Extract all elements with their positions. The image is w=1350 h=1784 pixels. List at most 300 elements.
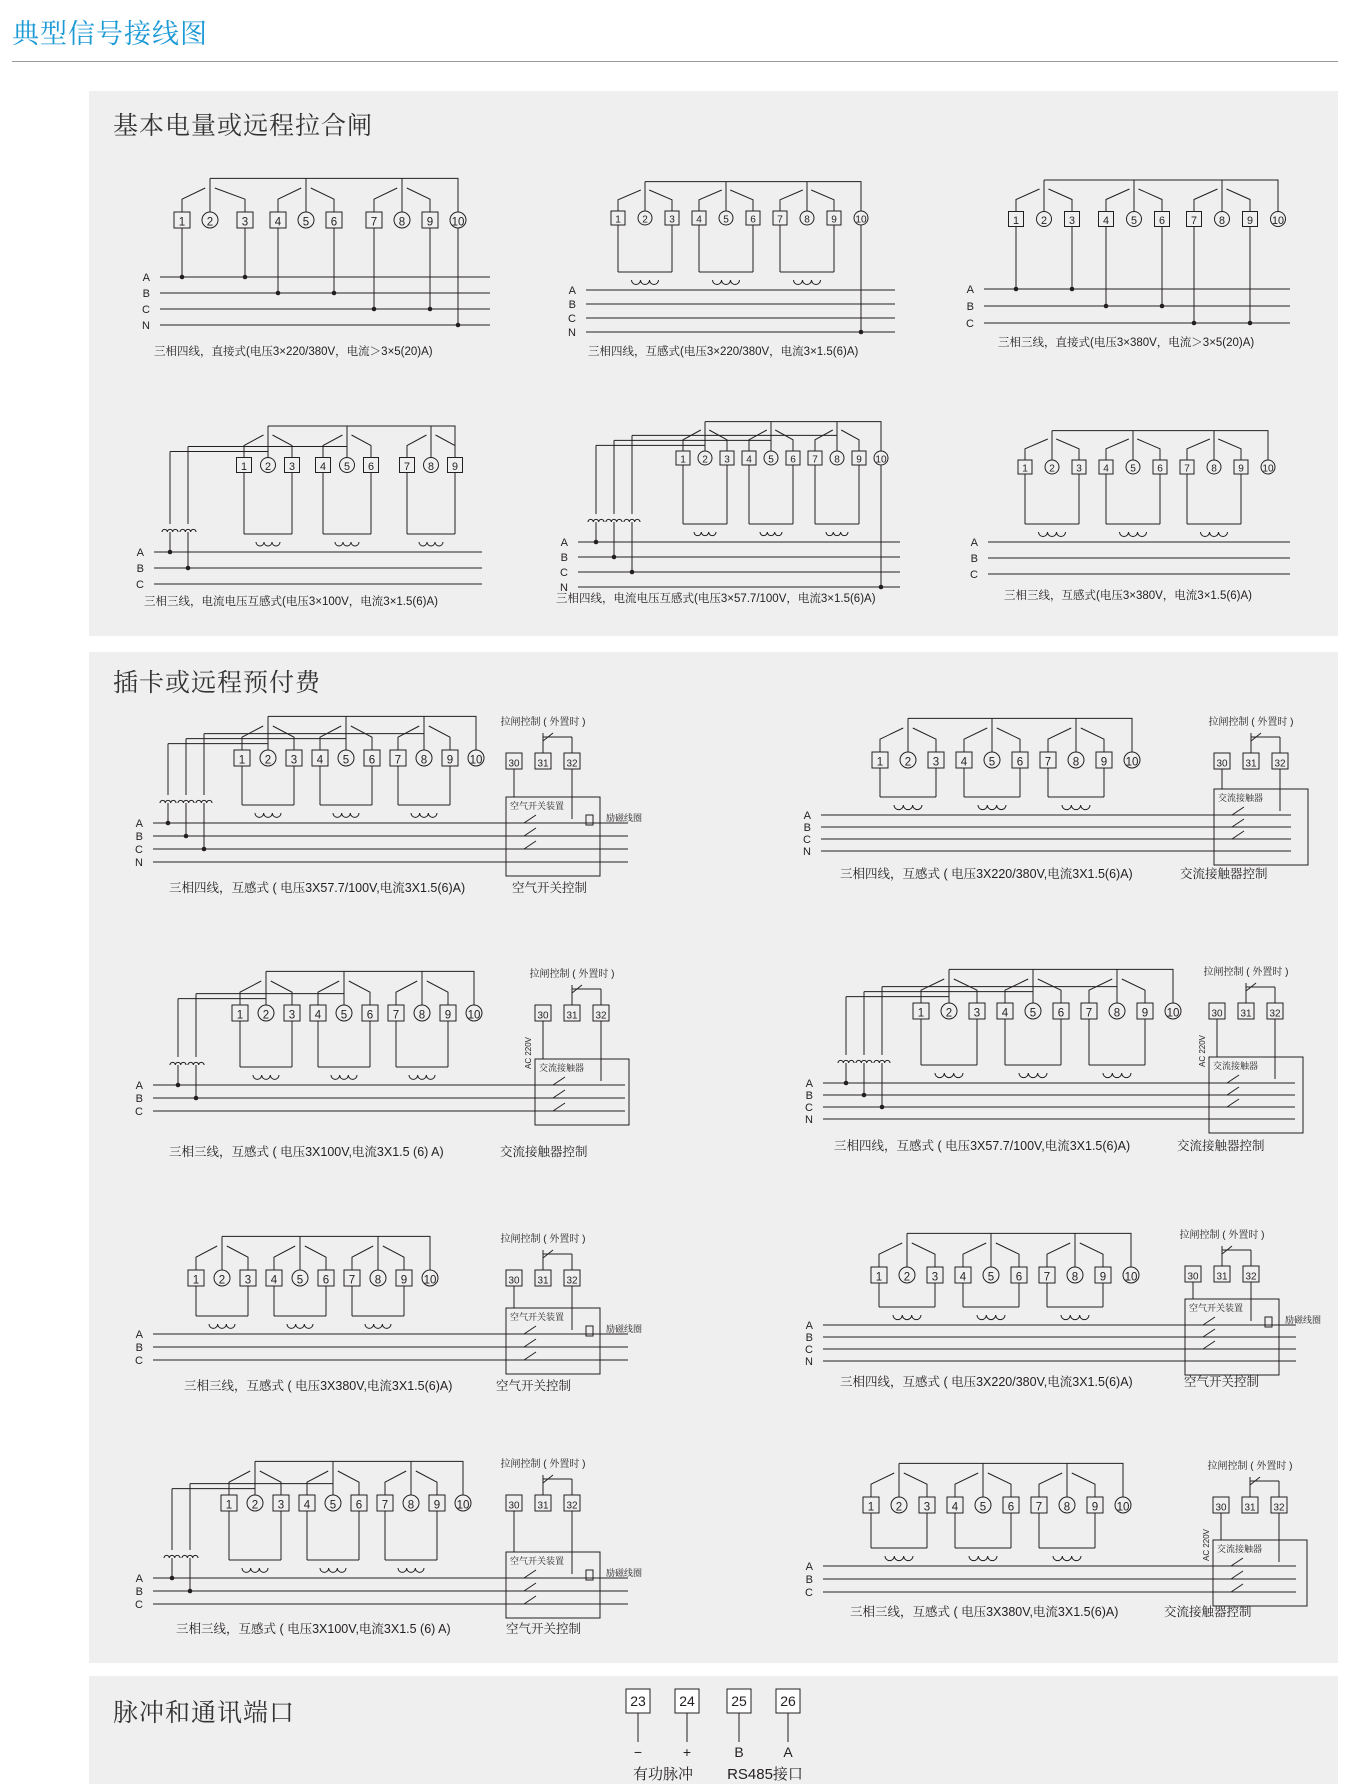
current-element	[871, 1473, 894, 1497]
phase-label-B: B	[568, 299, 576, 311]
terminal-label: 8	[420, 754, 428, 767]
junction-dot	[428, 307, 433, 312]
diagram-3w-direct	[966, 180, 1290, 349]
terminal-label: 6	[1158, 214, 1166, 227]
control-block	[501, 1232, 643, 1374]
terminal-label: 8	[1071, 1271, 1079, 1284]
ac-supply-label: AC 220V	[524, 1036, 533, 1070]
terminal-label: 1	[876, 756, 884, 769]
terminal-label: 4	[314, 1009, 322, 1022]
current-element	[352, 435, 372, 458]
current-element	[1187, 439, 1210, 460]
terminal-label: 4	[316, 754, 324, 767]
breaker-label: 空气开关装置	[510, 1312, 565, 1322]
terminal-label: 2	[945, 1007, 953, 1020]
diagram-caption: 三相四线，互感式 ( 电压3X57.7/100V,电流3X1.5(6)A)	[169, 881, 466, 895]
current-element	[1122, 979, 1145, 1003]
switch-contact	[1203, 1329, 1215, 1337]
terminal-label: 5	[296, 1274, 304, 1287]
terminal-label: 3	[669, 214, 675, 226]
terminal-label: 4	[303, 1499, 311, 1512]
terminal-label: 1	[192, 1274, 200, 1287]
remote-trip-label: 拉闸控制 ( 外置时 )	[1207, 1461, 1293, 1472]
port-terminal-label: 23	[630, 1693, 646, 1709]
junction-dot	[176, 1083, 181, 1088]
terminal-label: 30	[1215, 1502, 1227, 1514]
control-caption: 空气开关控制	[512, 881, 588, 895]
terminal-label: 1	[178, 216, 186, 229]
control-caption: 交流接触器控制	[500, 1145, 588, 1159]
terminal-label: 7	[381, 1499, 389, 1512]
terminal-label: 7	[1184, 463, 1190, 475]
current-element	[1218, 439, 1241, 460]
current-element	[815, 430, 833, 451]
terminal-label: 8	[398, 216, 406, 229]
terminal-label: 10	[875, 454, 887, 466]
terminal-label: 2	[206, 216, 214, 229]
phase-label-B: B	[966, 301, 974, 313]
terminal-label: 6	[366, 1009, 374, 1022]
diagram-caption: 三相三线，互感式 ( 电压3X380V,电流3X1.5(6)A)	[850, 1605, 1119, 1619]
terminal-label: 1	[236, 1009, 244, 1022]
current-transformer	[1019, 1073, 1047, 1078]
switch-contact	[553, 1090, 565, 1098]
phase-label-C: C	[805, 1344, 813, 1356]
terminal-label: 10	[1262, 463, 1274, 475]
terminal-label: 31	[1244, 1502, 1256, 1514]
phase-label-A: A	[135, 818, 143, 830]
terminal-label: 10	[855, 214, 867, 226]
coil-label: 励磁线圈	[606, 1324, 643, 1334]
current-element	[307, 1471, 328, 1495]
switch-contact	[1203, 1341, 1215, 1349]
terminal-label: 31	[566, 1010, 578, 1022]
pulse-output-label: 有功脉冲	[632, 1766, 694, 1783]
terminal-label: 10	[1271, 214, 1285, 227]
port-sign: B	[734, 1744, 744, 1760]
phase-label-C: C	[135, 844, 143, 856]
current-element	[912, 1243, 935, 1267]
voltage-transformer	[188, 1062, 204, 1065]
terminal-label: 10	[1125, 756, 1139, 769]
terminal-label: 5	[1130, 214, 1138, 227]
junction-dot	[166, 821, 171, 826]
terminal-label: 4	[959, 1271, 967, 1284]
voltage-transformer	[178, 800, 194, 803]
terminal-label: 31	[1245, 758, 1257, 770]
current-element	[1038, 979, 1061, 1003]
phase-label-A: A	[803, 810, 811, 822]
current-element	[699, 190, 722, 211]
voltage-transformer	[162, 529, 178, 532]
terminal-label: 31	[537, 1500, 549, 1512]
switch-contact	[1227, 1075, 1239, 1083]
current-element	[271, 981, 292, 1005]
current-element	[954, 979, 977, 1003]
terminal-label: 6	[322, 1274, 330, 1287]
current-element	[1016, 189, 1040, 212]
terminal-label: 10	[451, 216, 465, 229]
prepaid-diagram-5	[135, 1232, 642, 1393]
terminal-label: 7	[1035, 1501, 1043, 1514]
junction-dot	[180, 275, 185, 280]
voltage-transformer	[838, 1060, 854, 1063]
phase-label-A: A	[970, 537, 978, 549]
current-element	[775, 430, 793, 451]
current-transformer	[894, 805, 922, 810]
terminal-label: 30	[1216, 758, 1228, 770]
breaker-label: 交流接触器	[1217, 1544, 1263, 1554]
terminal-label: 4	[319, 460, 327, 473]
top-bus	[268, 426, 455, 458]
terminal-label: 8	[834, 454, 840, 466]
current-element	[1047, 1243, 1070, 1267]
port-sign: +	[682, 1744, 692, 1760]
current-transformer	[256, 542, 280, 546]
current-element	[429, 726, 450, 750]
junction-dot	[186, 566, 191, 571]
terminal-label: 7	[777, 214, 783, 226]
rs485-label: RS485接口	[727, 1766, 803, 1783]
terminal-label: 3	[1076, 463, 1082, 475]
terminal-label: 3	[923, 1501, 931, 1514]
current-element	[780, 190, 803, 211]
current-element	[1072, 1473, 1095, 1497]
terminal-label: 32	[1269, 1008, 1281, 1020]
phase-label-C: C	[142, 304, 150, 316]
phase-label-C: C	[803, 834, 811, 846]
terminal-label: 4	[1102, 214, 1110, 227]
current-transformer	[409, 1075, 435, 1079]
terminal-label: 3	[931, 1271, 939, 1284]
switch-contact	[524, 1570, 536, 1578]
phase-label-N: N	[803, 846, 811, 858]
current-element	[311, 188, 334, 212]
phase-label-N: N	[560, 582, 568, 594]
phase-label-C: C	[136, 579, 144, 591]
terminal-label: 9	[426, 216, 434, 229]
current-element	[396, 981, 417, 1005]
phase-label-B: B	[136, 563, 144, 575]
terminal-label: 7	[370, 216, 378, 229]
terminal-label: 10	[467, 1009, 481, 1022]
current-transformer	[1103, 1073, 1131, 1078]
current-transformer	[760, 532, 782, 536]
terminal-label: 2	[904, 756, 912, 769]
current-element	[904, 1473, 927, 1497]
terminal-label: 5	[302, 216, 310, 229]
terminal-label: 5	[329, 1499, 337, 1512]
current-element	[841, 430, 859, 451]
current-transformer	[333, 813, 359, 817]
terminal-label: 30	[1187, 1271, 1199, 1283]
switch-contact	[524, 1339, 536, 1347]
current-element	[352, 1246, 373, 1270]
terminal-label: 3	[288, 460, 296, 473]
diagram-caption: 三相四线，互感式(电压3×220/380V，电流3×1.5(6)A)	[588, 346, 859, 358]
terminal-label: 8	[427, 460, 435, 473]
terminal-label: 7	[1044, 756, 1052, 769]
phase-label-N: N	[142, 320, 150, 332]
prepaid-diagram-1	[135, 715, 642, 895]
terminal-label: 2	[264, 460, 272, 473]
terminal-label: 9	[444, 1009, 452, 1022]
remote-trip-label: 拉闸控制 ( 外置时 )	[529, 969, 615, 980]
breaker-label: 交流接触器	[539, 1063, 585, 1073]
terminal-label: 6	[1015, 1271, 1023, 1284]
current-transformer	[1062, 805, 1090, 810]
terminal-label: 7	[403, 460, 411, 473]
terminal-label: 5	[723, 214, 729, 226]
section-heading-prepaid: 插卡或远程预付费	[113, 669, 322, 697]
terminal-label: 8	[1218, 214, 1226, 227]
terminal-label: 9	[856, 454, 862, 466]
junction-dot	[880, 1105, 885, 1110]
phase-label-B: B	[805, 1090, 813, 1102]
current-element	[997, 728, 1020, 752]
diagram-caption: 三相四线，电流电压互感式(电压3×57.7/100V，电流3×1.5(6)A)	[556, 593, 876, 605]
terminal-label: 6	[1007, 1501, 1015, 1514]
current-element	[215, 188, 245, 212]
terminal-label: 5	[343, 460, 351, 473]
current-transformer	[287, 1324, 313, 1328]
pulse-rs485-ports	[626, 1689, 803, 1783]
terminal-label: 4	[1103, 463, 1109, 475]
terminal-label: 31	[537, 758, 549, 770]
current-element	[416, 1471, 437, 1495]
junction-dot	[194, 1096, 199, 1101]
current-transformer	[398, 1568, 424, 1572]
prepaid-diagram-3	[135, 967, 629, 1159]
junction-dot	[612, 555, 617, 560]
switch-contact	[524, 1583, 536, 1591]
terminal-label: 3	[932, 756, 940, 769]
current-transformer	[1201, 532, 1228, 537]
remote-trip-label: 拉闸控制 ( 外置时 )	[1208, 717, 1294, 728]
page-title: 典型信号接线图	[12, 19, 208, 49]
current-transformer	[969, 1556, 997, 1561]
junction-dot	[332, 291, 337, 296]
phase-label-B: B	[805, 1332, 813, 1344]
junction-dot	[184, 834, 189, 839]
current-element	[618, 190, 641, 211]
terminal-label: 6	[367, 460, 375, 473]
current-element	[730, 190, 753, 211]
phase-label-B: B	[135, 1093, 143, 1105]
terminal-label: 30	[508, 1500, 520, 1512]
junction-dot	[862, 1093, 867, 1098]
current-transformer	[255, 813, 281, 817]
terminal-label: 9	[1091, 1501, 1099, 1514]
current-element	[1227, 189, 1251, 212]
port-sign: −	[633, 1744, 643, 1760]
switch-contact	[524, 828, 536, 836]
terminal-label: 4	[951, 1501, 959, 1514]
terminal-label: 10	[1124, 1271, 1138, 1284]
junction-dot	[202, 847, 207, 852]
current-element	[407, 188, 430, 212]
remote-trip-label: 拉闸控制 ( 外置时 )	[500, 1234, 586, 1245]
voltage-transformer	[856, 1060, 872, 1063]
current-element	[338, 1471, 359, 1495]
switch-contact	[524, 815, 536, 823]
terminal-label: 1	[867, 1501, 875, 1514]
current-transformer	[826, 532, 848, 536]
control-block	[1198, 965, 1303, 1133]
voltage-transformer	[588, 519, 604, 522]
switch-contact	[524, 841, 536, 849]
current-element	[278, 188, 301, 212]
voltage-transformer	[170, 1062, 186, 1065]
current-element	[318, 981, 339, 1005]
current-transformer	[242, 1568, 268, 1572]
terminal-label: 6	[355, 1499, 363, 1512]
current-element	[1106, 189, 1130, 212]
junction-dot	[859, 330, 864, 335]
terminal-label: 6	[750, 214, 756, 226]
switch-contact	[553, 1077, 565, 1085]
current-element	[320, 726, 341, 750]
current-element	[880, 728, 903, 752]
terminal-label: 8	[374, 1274, 382, 1287]
control-block	[501, 715, 643, 876]
current-element	[182, 188, 205, 212]
terminal-label: 10	[469, 754, 483, 767]
breaker-label: 交流接触器	[1218, 793, 1264, 803]
terminal-label: 8	[1072, 756, 1080, 769]
diagram-caption: 三相三线，互感式(电压3×380V，电流3×1.5(6)A)	[1004, 590, 1252, 602]
terminal-label: 4	[274, 216, 282, 229]
junction-dot	[1160, 304, 1165, 309]
junction-dot	[276, 291, 281, 296]
diagram-caption: 三相四线，互感式 ( 电压3X220/380V,电流3X1.5(6)A)	[840, 867, 1133, 881]
current-transformer	[885, 1556, 913, 1561]
current-transformer	[331, 1075, 357, 1079]
terminal-label: 2	[264, 754, 272, 767]
prepaid-diagram-8	[805, 1459, 1307, 1619]
current-transformer	[253, 1075, 279, 1079]
diagram-4w-direct	[142, 178, 490, 358]
coil-label: 励磁线圈	[606, 813, 643, 823]
current-element	[385, 1471, 406, 1495]
phase-label-B: B	[142, 288, 150, 300]
terminal-label: 30	[1211, 1008, 1223, 1020]
switch-contact	[1227, 1099, 1239, 1107]
terminal-label: 32	[566, 758, 578, 770]
control-caption: 交流接触器控制	[1164, 1605, 1252, 1619]
voltage-transformer	[606, 519, 622, 522]
phase-label-N: N	[568, 327, 576, 339]
junction-dot	[1014, 287, 1019, 292]
phase-label-C: C	[135, 1355, 143, 1367]
junction-dot	[630, 570, 635, 575]
ac-supply-label: AC 220V	[1202, 1528, 1211, 1562]
current-transformer	[365, 1324, 391, 1328]
junction-dot	[1070, 287, 1075, 292]
voltage-transformer	[180, 529, 196, 532]
junction-dot	[456, 323, 461, 328]
remote-trip-label: 拉闸控制 ( 外置时 )	[1203, 967, 1289, 978]
control-block	[501, 1457, 643, 1618]
junction-dot	[1104, 304, 1109, 309]
diagram-3w-ct	[970, 431, 1290, 602]
current-element	[1039, 1473, 1062, 1497]
switch-contact	[524, 1352, 536, 1360]
terminal-label: 5	[340, 1009, 348, 1022]
prepaid-diagram-7	[135, 1457, 642, 1636]
current-transformer	[1053, 1556, 1081, 1561]
terminal-label: 9	[1141, 1007, 1149, 1020]
current-element	[260, 1471, 281, 1495]
switch-contact	[1231, 1584, 1243, 1592]
phase-label-B: B	[135, 1586, 143, 1598]
terminal-label: 1	[917, 1007, 925, 1020]
current-element	[351, 726, 372, 750]
terminal-label: 3	[724, 454, 730, 466]
current-element	[996, 1243, 1019, 1267]
switch-contact	[1232, 819, 1244, 827]
breaker-label: 空气开关装置	[1189, 1303, 1244, 1313]
junction-dot	[1192, 321, 1197, 326]
terminal-label: 5	[987, 1271, 995, 1284]
terminal-label: 2	[642, 214, 648, 226]
terminal-label: 31	[1216, 1271, 1228, 1283]
port-terminal-label: 26	[780, 1693, 796, 1709]
control-caption: 交流接触器控制	[1180, 867, 1268, 881]
terminal-label: 31	[537, 1275, 549, 1287]
phase-label-A: A	[135, 1573, 143, 1585]
control-caption: 空气开关控制	[506, 1622, 582, 1636]
terminal-label: 2	[895, 1501, 903, 1514]
terminal-label: 9	[1246, 214, 1254, 227]
port-terminal-label: 24	[679, 1693, 695, 1709]
diagram-caption: 三相三线，互感式 ( 电压3X380V,电流3X1.5(6)A)	[184, 1379, 453, 1393]
current-transformer	[335, 542, 359, 546]
phase-label-N: N	[805, 1356, 813, 1368]
current-element	[349, 981, 370, 1005]
current-element	[273, 726, 294, 750]
current-element	[1194, 189, 1218, 212]
terminal-label: 1	[1012, 214, 1020, 227]
switch-contact	[1227, 1087, 1239, 1095]
terminal-label: 7	[812, 454, 818, 466]
terminal-label: 1	[615, 214, 621, 226]
switch-contact	[524, 1326, 536, 1334]
current-element	[374, 188, 397, 212]
prepaid-diagram-6	[805, 1228, 1321, 1389]
terminal-label: 6	[790, 454, 796, 466]
terminal-label: 9	[446, 754, 454, 767]
terminal-label: 2	[903, 1271, 911, 1284]
current-element	[436, 435, 456, 458]
phase-label-B: B	[803, 822, 811, 834]
terminal-label: 6	[330, 216, 338, 229]
control-caption: 空气开关控制	[496, 1379, 572, 1393]
current-element	[1048, 728, 1071, 752]
junction-dot	[188, 1589, 193, 1594]
current-element	[955, 1473, 978, 1497]
prepaid-diagram-2	[803, 715, 1308, 881]
terminal-label: 32	[1245, 1271, 1257, 1283]
control-block	[524, 967, 629, 1125]
junction-dot	[168, 550, 173, 555]
terminal-label: 9	[400, 1274, 408, 1287]
diagram-caption: 三相三线，电流电压互感式(电压3×100V，电流3×1.5(6)A)	[144, 596, 438, 608]
terminal-label: 10	[1116, 1501, 1130, 1514]
terminal-label: 2	[218, 1274, 226, 1287]
terminal-label: 8	[407, 1499, 415, 1512]
terminal-label: 1	[225, 1499, 233, 1512]
